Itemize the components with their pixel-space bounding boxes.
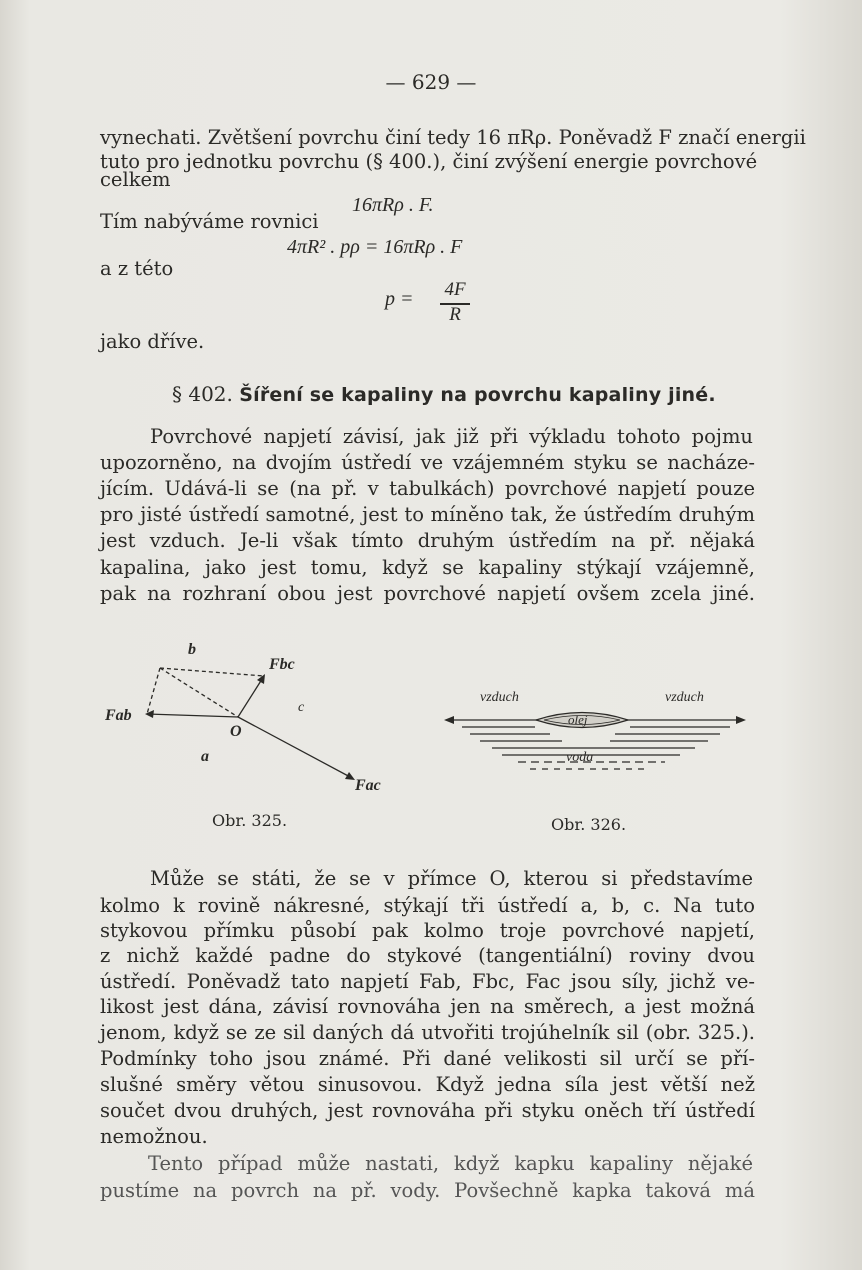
label-fab: Fab	[105, 707, 132, 724]
force-line-fbc	[238, 676, 264, 717]
intro-line-2: tuto pro jednotku povrchu (§ 400.), činí zvýšení energie povrchové	[100, 150, 758, 173]
arrowhead-left	[444, 716, 454, 724]
paragraph-1-line-5: jest vzduch. Je-li však tímto druhým ústředím na př. nějaká	[100, 529, 755, 552]
force-line-fac	[238, 717, 352, 778]
paragraph-1-line-3: jícím. Udává-li se (na př. v tabulkách) povrchové napjetí pouze	[100, 477, 755, 500]
arrowhead-fab	[145, 710, 154, 718]
arrowhead-fac	[345, 772, 355, 780]
paragraph-2-line-4: z nichž každé padne do stykové (tangentiální) roviny dvou	[100, 944, 755, 967]
label-oil: olej	[568, 712, 588, 727]
figure-326	[440, 683, 752, 783]
figure-325-caption: Obr. 325.	[212, 811, 288, 830]
section-heading	[172, 382, 716, 406]
figure-326-caption: Obr. 326.	[551, 815, 627, 834]
fraction-denominator: R	[449, 304, 461, 325]
label-air-right: vzduch	[665, 690, 704, 705]
paragraph-2-line-7: jenom, když se ze sil daných dá utvořiti trojúhelník sil (obr. 325.).	[100, 1021, 755, 1044]
equation-1: 16πRρ . F.	[352, 194, 434, 216]
section-number: § 402.	[172, 382, 233, 406]
paragraph-1-line-6: kapalina, jako jest tomu, když se kapaliny stýkají vzájemně,	[100, 556, 755, 579]
paragraph-1-line-4: pro jisté ústředí samotné, jest to míněno tak, že ústředím druhým	[100, 503, 755, 526]
triangle-diagonal-dashed	[160, 668, 238, 717]
label-c: c	[298, 700, 305, 715]
paragraph-1-line-2: upozorněno, na dvojím ústředí ve vzájemném styku se nacháze-	[100, 451, 755, 474]
equation-2: 4πR² . pρ = 16πRρ . F	[287, 236, 463, 258]
paragraph-2-line-10: součet dvou druhých, jest rovnováha při styku oněch tří ústředí	[100, 1099, 755, 1122]
label-o: O	[230, 723, 242, 740]
label-air-left: vzduch	[480, 690, 519, 705]
page-number: — 629 —	[385, 70, 477, 94]
intro-line-3: celkem	[100, 168, 171, 191]
figure-325	[100, 635, 390, 795]
label-water: voda	[566, 750, 594, 765]
label-2: a z této	[100, 257, 174, 280]
intro-line-1: vynechati. Zvětšení povrchu činí tedy 16 πRρ. Poněvadž F značí energii	[100, 126, 806, 149]
equation-3-lhs: p =	[385, 288, 414, 310]
fraction-numerator: 4F	[444, 279, 466, 300]
force-line-fab	[147, 714, 238, 717]
section-title: Šíření se kapaliny na povrchu kapaliny jiné.	[239, 384, 716, 406]
paragraph-2-line-8: Podmínky toho jsou známé. Při dané velikosti sil určí se pří-	[100, 1047, 755, 1070]
paragraph-2-line-6: likost jest dána, závisí rovnováha jen na směrech, a jest možná	[100, 995, 755, 1018]
triangle-top-dashed	[160, 668, 264, 676]
paragraph-2-line-11: nemožnou.	[100, 1125, 208, 1148]
label-a: a	[201, 748, 209, 765]
paragraph-1-line-1: Povrchové napjetí závisí, jak již při výkladu tohoto pojmu	[150, 425, 753, 448]
label-1: Tím nabýváme rovnici	[100, 210, 319, 233]
label-b: b	[188, 641, 196, 658]
paragraph-3-line-1: Tento případ může nastati, když kapku kapaliny nějaké	[148, 1152, 753, 1175]
paragraph-2-line-1: Může se státi, že se v přímce O, kterou si představíme	[150, 867, 753, 890]
paragraph-1-line-7: pak na rozhraní obou jest povrchové napjetí ovšem zcela jiné.	[100, 582, 755, 605]
paragraph-2-line-9: slušné směry větou sinusovou. Když jedna síla jest větší než	[100, 1073, 755, 1096]
paragraph-3-line-2: pustíme na povrch na př. vody. Povšechně kapka taková má	[100, 1179, 755, 1202]
label-3: jako dříve.	[100, 330, 205, 353]
paragraph-2-line-2: kolmo k rovině nákresné, stýkají tři ústředí a, b, c. Na tuto	[100, 894, 755, 917]
label-fac: Fac	[355, 777, 381, 794]
arrowhead-right	[736, 716, 746, 724]
paragraph-2-line-3: stykovou přímku působí pak kolmo troje povrchové napjetí,	[100, 919, 755, 942]
paragraph-2-line-5: ústředí. Poněvadž tato napjetí Fab, Fbc, Fac jsou síly, jichž ve-	[100, 970, 755, 993]
triangle-left-dashed	[147, 668, 160, 714]
label-fbc: Fbc	[269, 656, 295, 673]
